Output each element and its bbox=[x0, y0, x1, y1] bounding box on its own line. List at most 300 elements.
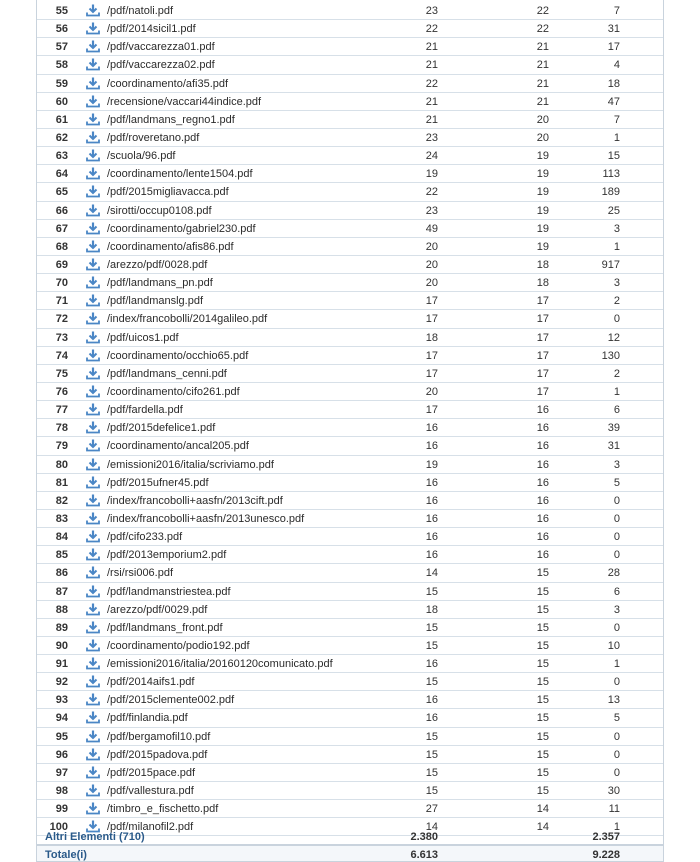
metric-value-3: 0 bbox=[613, 766, 620, 779]
other-elements-label: Altri Elementi (710) bbox=[45, 831, 145, 843]
row-rank: 74 bbox=[55, 349, 68, 362]
metric-value-1: 16 bbox=[425, 531, 438, 544]
metric-value-2: 16 bbox=[536, 440, 549, 453]
table-row bbox=[37, 274, 663, 292]
metric-value-2: 21 bbox=[536, 95, 549, 108]
table-row bbox=[37, 329, 663, 347]
download-icon[interactable] bbox=[85, 185, 101, 198]
row-rank: 61 bbox=[55, 113, 68, 126]
download-icon[interactable] bbox=[85, 258, 101, 271]
row-rank: 80 bbox=[55, 458, 68, 471]
metric-value-1: 15 bbox=[425, 785, 438, 798]
file-path-link[interactable]: /emissioni2016/italia/scriviamo.pdf bbox=[107, 458, 274, 471]
metric-value-2: 16 bbox=[536, 422, 549, 435]
metric-value-3: 0 bbox=[613, 748, 620, 761]
table-row bbox=[37, 456, 663, 474]
metric-value-2: 15 bbox=[536, 676, 549, 689]
metric-value-1: 22 bbox=[425, 77, 438, 90]
download-icon[interactable] bbox=[85, 639, 101, 652]
file-path-link[interactable]: /pdf/bergamofil10.pdf bbox=[107, 730, 211, 743]
metric-value-3: 15 bbox=[607, 150, 620, 163]
metric-value-3: 7 bbox=[613, 113, 620, 126]
file-path-link[interactable]: /pdf/landmans_front.pdf bbox=[107, 621, 223, 634]
metric-value-1: 23 bbox=[425, 131, 438, 144]
table-row bbox=[37, 20, 663, 38]
row-rank: 88 bbox=[55, 603, 68, 616]
metric-value-1: 24 bbox=[425, 150, 438, 163]
file-path-link[interactable]: /pdf/landmans_pn.pdf bbox=[107, 277, 213, 290]
file-path-link[interactable]: /coordinamento/cifo261.pdf bbox=[107, 385, 240, 398]
table-row bbox=[37, 601, 663, 619]
metric-value-1: 20 bbox=[425, 385, 438, 398]
metric-value-2: 15 bbox=[536, 694, 549, 707]
metric-value-2: 16 bbox=[536, 531, 549, 544]
metric-value-2: 21 bbox=[536, 59, 549, 72]
table-row bbox=[37, 220, 663, 238]
row-rank: 83 bbox=[55, 512, 68, 525]
table-row bbox=[37, 583, 663, 601]
row-rank: 97 bbox=[55, 766, 68, 779]
metric-value-1: 16 bbox=[425, 494, 438, 507]
metric-value-2: 21 bbox=[536, 41, 549, 54]
download-icon[interactable] bbox=[85, 548, 101, 561]
row-rank: 71 bbox=[55, 295, 68, 308]
file-path-link[interactable]: /pdf/natoli.pdf bbox=[107, 5, 174, 17]
row-rank: 76 bbox=[55, 385, 68, 398]
file-path-link[interactable]: /pdf/landmans_cenni.pdf bbox=[107, 367, 227, 380]
metric-value-1: 23 bbox=[425, 204, 438, 217]
metric-value-3: 28 bbox=[607, 567, 620, 580]
table-row bbox=[37, 619, 663, 637]
row-rank: 73 bbox=[55, 331, 68, 344]
metric-value-3: 7 bbox=[613, 5, 620, 17]
metric-value-3: 12 bbox=[607, 331, 620, 344]
table-row bbox=[37, 256, 663, 274]
metric-value-3: 6 bbox=[613, 585, 620, 598]
metric-value-2: 15 bbox=[536, 621, 549, 634]
file-path-link[interactable]: /pdf/uicos1.pdf bbox=[107, 331, 179, 344]
table-row bbox=[37, 728, 663, 746]
metric-value-2: 18 bbox=[536, 258, 549, 271]
row-rank: 94 bbox=[55, 712, 68, 725]
metric-value-2: 15 bbox=[536, 730, 549, 743]
table-row bbox=[37, 510, 663, 528]
metric-value-1: 16 bbox=[425, 549, 438, 562]
file-path-link[interactable]: /scuola/96.pdf bbox=[107, 150, 176, 163]
metric-value-2: 19 bbox=[536, 150, 549, 163]
row-rank: 95 bbox=[55, 730, 68, 743]
metric-value-3: 6 bbox=[613, 404, 620, 417]
metric-value-2: 15 bbox=[536, 766, 549, 779]
table-row bbox=[37, 764, 663, 782]
metric-value-2: 15 bbox=[536, 639, 549, 652]
file-path-link[interactable]: /pdf/2015migliavacca.pdf bbox=[107, 186, 229, 199]
metric-value-3: 30 bbox=[607, 785, 620, 798]
row-rank: 75 bbox=[55, 367, 68, 380]
table-row bbox=[37, 2, 663, 20]
file-path-link[interactable]: /coordinamento/afis86.pdf bbox=[107, 240, 234, 253]
metric-value-3: 3 bbox=[613, 277, 620, 290]
row-rank: 90 bbox=[55, 639, 68, 652]
download-icon[interactable] bbox=[85, 585, 101, 598]
download-icon[interactable] bbox=[85, 167, 101, 180]
metric-value-1: 17 bbox=[425, 313, 438, 326]
metric-value-1: 16 bbox=[425, 440, 438, 453]
download-icon[interactable] bbox=[85, 276, 101, 289]
file-path-link[interactable]: /pdf/2014aifs1.pdf bbox=[107, 676, 195, 689]
table-row bbox=[37, 637, 663, 655]
table-row bbox=[37, 111, 663, 129]
download-icon[interactable] bbox=[85, 22, 101, 35]
metric-value-1: 15 bbox=[425, 585, 438, 598]
table-row bbox=[37, 238, 663, 256]
row-rank: 68 bbox=[55, 240, 68, 253]
row-rank: 66 bbox=[55, 204, 68, 217]
download-icon[interactable] bbox=[85, 349, 101, 362]
download-icon[interactable] bbox=[85, 512, 101, 525]
row-rank: 98 bbox=[55, 785, 68, 798]
file-path-link[interactable]: /coordinamento/lente1504.pdf bbox=[107, 168, 253, 181]
download-icon[interactable] bbox=[85, 675, 101, 688]
file-path-link[interactable]: /pdf/2013emporium2.pdf bbox=[107, 549, 227, 562]
metric-value-2: 15 bbox=[536, 785, 549, 798]
metric-value-1: 17 bbox=[425, 295, 438, 308]
metric-value-1: 20 bbox=[425, 258, 438, 271]
download-icon[interactable] bbox=[85, 4, 101, 17]
metric-value-3: 1 bbox=[613, 821, 620, 834]
metric-value-3: 17 bbox=[607, 41, 620, 54]
download-icon[interactable] bbox=[85, 204, 101, 217]
file-path-link[interactable]: /recensione/vaccari44indice.pdf bbox=[107, 95, 262, 108]
download-icon[interactable] bbox=[85, 730, 101, 743]
table-row bbox=[37, 800, 663, 818]
metric-value-3: 25 bbox=[607, 204, 620, 217]
table-row bbox=[37, 437, 663, 455]
table-row bbox=[37, 383, 663, 401]
metric-value-1: 20 bbox=[425, 240, 438, 253]
file-path-link[interactable]: /coordinamento/ancal205.pdf bbox=[107, 440, 249, 453]
metric-value-1: 18 bbox=[425, 331, 438, 344]
download-icon[interactable] bbox=[85, 77, 101, 90]
table-row bbox=[37, 38, 663, 56]
file-path-link[interactable]: /pdf/milanofil2.pdf bbox=[107, 821, 194, 834]
row-rank: 99 bbox=[55, 803, 68, 816]
download-icon[interactable] bbox=[85, 40, 101, 53]
metric-value-2: 14 bbox=[536, 803, 549, 816]
metric-value-1: 23 bbox=[425, 5, 438, 17]
metric-value-1: 20 bbox=[425, 277, 438, 290]
row-rank: 57 bbox=[55, 41, 68, 54]
metric-value-3: 0 bbox=[613, 549, 620, 562]
file-path-link[interactable]: /pdf/landmans_regno1.pdf bbox=[107, 113, 235, 126]
metric-value-3: 31 bbox=[607, 23, 620, 36]
download-icon[interactable] bbox=[85, 222, 101, 235]
file-path-link[interactable]: /pdf/vaccarezza01.pdf bbox=[107, 41, 215, 54]
metric-value-1: 21 bbox=[425, 113, 438, 126]
file-path-link[interactable]: /pdf/2014sicil1.pdf bbox=[107, 23, 196, 36]
file-path-link[interactable]: /index/francobolli+aasfn/2013cift.pdf bbox=[107, 494, 283, 507]
metric-value-2: 15 bbox=[536, 603, 549, 616]
metric-value-3: 0 bbox=[613, 313, 620, 326]
row-rank: 56 bbox=[55, 23, 68, 36]
download-icon[interactable] bbox=[85, 566, 101, 579]
download-icon[interactable] bbox=[85, 784, 101, 797]
file-path-link[interactable]: /coordinamento/afi35.pdf bbox=[107, 77, 229, 90]
download-icon[interactable] bbox=[85, 58, 101, 71]
metric-value-2: 22 bbox=[536, 23, 549, 36]
row-rank: 84 bbox=[55, 531, 68, 544]
download-icon[interactable] bbox=[85, 711, 101, 724]
row-rank: 62 bbox=[55, 131, 68, 144]
download-icon[interactable] bbox=[85, 766, 101, 779]
table-row bbox=[37, 782, 663, 800]
metric-value-3: 1 bbox=[613, 240, 620, 253]
metric-value-1: 16 bbox=[425, 476, 438, 489]
metric-value-3: 113 bbox=[602, 168, 620, 181]
metric-value-1: 18 bbox=[425, 603, 438, 616]
metric-value-3: 47 bbox=[607, 95, 620, 108]
metric-value-2: 16 bbox=[536, 512, 549, 525]
metric-value-2: 15 bbox=[536, 585, 549, 598]
metric-value-2: 15 bbox=[536, 748, 549, 761]
row-rank: 72 bbox=[55, 313, 68, 326]
metric-value-2: 16 bbox=[536, 476, 549, 489]
table-border-right bbox=[663, 0, 664, 862]
file-path-link[interactable]: /pdf/finlandia.pdf bbox=[107, 712, 188, 725]
metric-value-2: 15 bbox=[536, 658, 549, 671]
total-row bbox=[37, 845, 663, 862]
file-path-link[interactable]: /pdf/2015ufner45.pdf bbox=[107, 476, 209, 489]
download-icon[interactable] bbox=[85, 113, 101, 126]
metric-value-3: 4 bbox=[613, 59, 620, 72]
metric-value-1: 16 bbox=[425, 422, 438, 435]
metric-value-3: 5 bbox=[613, 712, 620, 725]
total-value-1: 6.613 bbox=[410, 849, 438, 861]
metric-value-1: 15 bbox=[425, 639, 438, 652]
metric-value-2: 17 bbox=[536, 367, 549, 380]
download-icon[interactable] bbox=[85, 367, 101, 380]
file-path-link[interactable]: /rsi/rsi006.pdf bbox=[107, 567, 174, 580]
download-icon[interactable] bbox=[85, 621, 101, 634]
metric-value-3: 3 bbox=[613, 458, 620, 471]
file-path-link[interactable]: /emissioni2016/italia/20160120comunicato.pdf bbox=[107, 658, 333, 671]
table-row bbox=[37, 75, 663, 93]
row-rank: 81 bbox=[55, 476, 68, 489]
table-row bbox=[37, 655, 663, 673]
row-rank: 89 bbox=[55, 621, 68, 634]
file-path-link[interactable]: /pdf/vallestura.pdf bbox=[107, 785, 194, 798]
table-row bbox=[37, 147, 663, 165]
row-rank: 59 bbox=[55, 77, 68, 90]
table-footer bbox=[37, 828, 663, 862]
download-icon[interactable] bbox=[85, 240, 101, 253]
metric-value-1: 21 bbox=[425, 59, 438, 72]
metric-value-3: 917 bbox=[601, 258, 620, 271]
metric-value-2: 21 bbox=[536, 77, 549, 90]
table-row bbox=[37, 546, 663, 564]
metric-value-3: 0 bbox=[613, 494, 620, 507]
file-path-link[interactable]: /pdf/2015clemente002.pdf bbox=[107, 694, 235, 707]
metric-value-2: 20 bbox=[536, 131, 549, 144]
metric-value-1: 22 bbox=[425, 186, 438, 199]
download-icon[interactable] bbox=[85, 95, 101, 108]
table-body bbox=[37, 2, 663, 836]
metric-value-3: 0 bbox=[613, 676, 620, 689]
row-rank: 55 bbox=[55, 5, 68, 17]
download-icon[interactable] bbox=[85, 331, 101, 344]
metric-value-2: 17 bbox=[536, 295, 549, 308]
file-path-link[interactable]: /pdf/2015defelice1.pdf bbox=[107, 422, 216, 435]
metric-value-2: 16 bbox=[536, 494, 549, 507]
table-row bbox=[37, 202, 663, 220]
file-path-link[interactable]: /pdf/roveretano.pdf bbox=[107, 131, 200, 144]
metric-value-3: 39 bbox=[607, 422, 620, 435]
metric-value-1: 17 bbox=[425, 404, 438, 417]
file-path-link[interactable]: /index/francobolli+aasfn/2013unesco.pdf bbox=[107, 512, 305, 525]
metric-value-1: 19 bbox=[425, 168, 438, 181]
metric-value-1: 27 bbox=[425, 803, 438, 816]
download-icon[interactable] bbox=[85, 131, 101, 144]
metric-value-2: 14 bbox=[536, 821, 549, 834]
table-row bbox=[37, 347, 663, 365]
metric-value-2: 20 bbox=[536, 113, 549, 126]
row-rank: 87 bbox=[55, 585, 68, 598]
metric-value-1: 21 bbox=[425, 41, 438, 54]
download-icon[interactable] bbox=[85, 385, 101, 398]
download-icon[interactable] bbox=[85, 403, 101, 416]
row-rank: 63 bbox=[55, 150, 68, 163]
metric-value-1: 15 bbox=[425, 621, 438, 634]
total-label: Totale(i) bbox=[45, 849, 87, 861]
row-rank: 96 bbox=[55, 748, 68, 761]
metric-value-2: 22 bbox=[536, 5, 549, 17]
download-icon[interactable] bbox=[85, 458, 101, 471]
file-path-link[interactable]: /pdf/cifo233.pdf bbox=[107, 531, 183, 544]
download-icon[interactable] bbox=[85, 421, 101, 434]
download-icon[interactable] bbox=[85, 530, 101, 543]
metric-value-1: 17 bbox=[425, 367, 438, 380]
metric-value-1: 15 bbox=[425, 748, 438, 761]
download-icon[interactable] bbox=[85, 802, 101, 815]
metric-value-1: 16 bbox=[425, 712, 438, 725]
metric-value-2: 19 bbox=[536, 168, 549, 181]
total-value-3: 9.228 bbox=[592, 849, 620, 861]
file-path-link[interactable]: /pdf/vaccarezza02.pdf bbox=[107, 59, 215, 72]
table-row bbox=[37, 56, 663, 74]
row-rank: 70 bbox=[55, 277, 68, 290]
metric-value-3: 10 bbox=[607, 639, 620, 652]
metric-value-3: 130 bbox=[601, 349, 620, 362]
other-elements-row bbox=[37, 828, 663, 845]
metric-value-1: 16 bbox=[425, 512, 438, 525]
metric-value-1: 49 bbox=[425, 222, 438, 235]
table-row bbox=[37, 183, 663, 201]
download-icon[interactable] bbox=[85, 693, 101, 706]
metric-value-2: 17 bbox=[536, 331, 549, 344]
metric-value-1: 16 bbox=[425, 658, 438, 671]
metric-value-2: 16 bbox=[536, 458, 549, 471]
other-elements-value-3: 2.357 bbox=[592, 831, 620, 843]
download-icon[interactable] bbox=[85, 657, 101, 670]
file-path-link[interactable]: /arezzo/pdf/0029.pdf bbox=[107, 603, 208, 616]
download-icon[interactable] bbox=[85, 149, 101, 162]
table-row bbox=[37, 492, 663, 510]
download-icon[interactable] bbox=[85, 294, 101, 307]
table-row bbox=[37, 564, 663, 582]
row-rank: 82 bbox=[55, 494, 68, 507]
metric-value-2: 16 bbox=[536, 549, 549, 562]
metric-value-3: 1 bbox=[613, 658, 620, 671]
file-path-link[interactable]: /coordinamento/gabriel230.pdf bbox=[107, 222, 256, 235]
metric-value-1: 14 bbox=[425, 821, 438, 834]
metric-value-1: 14 bbox=[425, 567, 438, 580]
file-path-link[interactable]: /pdf/fardella.pdf bbox=[107, 404, 183, 417]
download-icon[interactable] bbox=[85, 603, 101, 616]
table-row bbox=[37, 673, 663, 691]
metric-value-2: 15 bbox=[536, 567, 549, 580]
row-rank: 65 bbox=[55, 186, 68, 199]
file-path-link[interactable]: /arezzo/pdf/0028.pdf bbox=[107, 258, 208, 271]
file-path-link[interactable]: /index/francobolli/2014galileo.pdf bbox=[107, 313, 268, 326]
metric-value-1: 19 bbox=[425, 458, 438, 471]
file-path-link[interactable]: /pdf/2015pace.pdf bbox=[107, 766, 196, 779]
table-row bbox=[37, 528, 663, 546]
metric-value-3: 11 bbox=[608, 803, 620, 816]
download-icon[interactable] bbox=[85, 748, 101, 761]
table-row bbox=[37, 746, 663, 764]
metric-value-3: 3 bbox=[613, 603, 620, 616]
download-icon[interactable] bbox=[85, 439, 101, 452]
metric-value-3: 0 bbox=[613, 512, 620, 525]
table-row bbox=[37, 474, 663, 492]
metric-value-3: 13 bbox=[607, 694, 620, 707]
metric-value-2: 19 bbox=[536, 240, 549, 253]
file-path-link[interactable]: /pdf/2015padova.pdf bbox=[107, 748, 208, 761]
table-row bbox=[37, 709, 663, 727]
table-row bbox=[37, 292, 663, 310]
row-rank: 69 bbox=[55, 258, 68, 271]
metric-value-3: 0 bbox=[613, 531, 620, 544]
row-rank: 77 bbox=[55, 404, 68, 417]
row-rank: 67 bbox=[55, 222, 68, 235]
metric-value-2: 19 bbox=[536, 204, 549, 217]
file-path-link[interactable]: /pdf/landmanstriestea.pdf bbox=[107, 585, 231, 598]
row-rank: 100 bbox=[49, 821, 68, 834]
table-row bbox=[37, 165, 663, 183]
metric-value-3: 2 bbox=[613, 295, 620, 308]
file-path-link[interactable]: /coordinamento/podio192.pdf bbox=[107, 639, 250, 652]
metric-value-2: 17 bbox=[536, 349, 549, 362]
metric-value-1: 21 bbox=[425, 95, 438, 108]
file-path-link[interactable]: /timbro_e_fischetto.pdf bbox=[107, 803, 219, 816]
metric-value-2: 17 bbox=[536, 385, 549, 398]
file-path-link[interactable]: /sirotti/occup0108.pdf bbox=[107, 204, 212, 217]
metric-value-3: 1 bbox=[613, 385, 620, 398]
download-icon[interactable] bbox=[85, 494, 101, 507]
row-rank: 78 bbox=[55, 422, 68, 435]
metric-value-3: 0 bbox=[613, 621, 620, 634]
file-path-link[interactable]: /pdf/landmanslg.pdf bbox=[107, 295, 204, 308]
metric-value-3: 31 bbox=[607, 440, 620, 453]
metric-value-3: 18 bbox=[607, 77, 620, 90]
metric-value-1: 22 bbox=[425, 23, 438, 36]
metric-value-1: 17 bbox=[425, 349, 438, 362]
download-icon[interactable] bbox=[85, 312, 101, 325]
metric-value-3: 2 bbox=[613, 367, 620, 380]
download-icon[interactable] bbox=[85, 476, 101, 489]
file-path-link[interactable]: /coordinamento/occhio65.pdf bbox=[107, 349, 249, 362]
table-row bbox=[37, 310, 663, 328]
